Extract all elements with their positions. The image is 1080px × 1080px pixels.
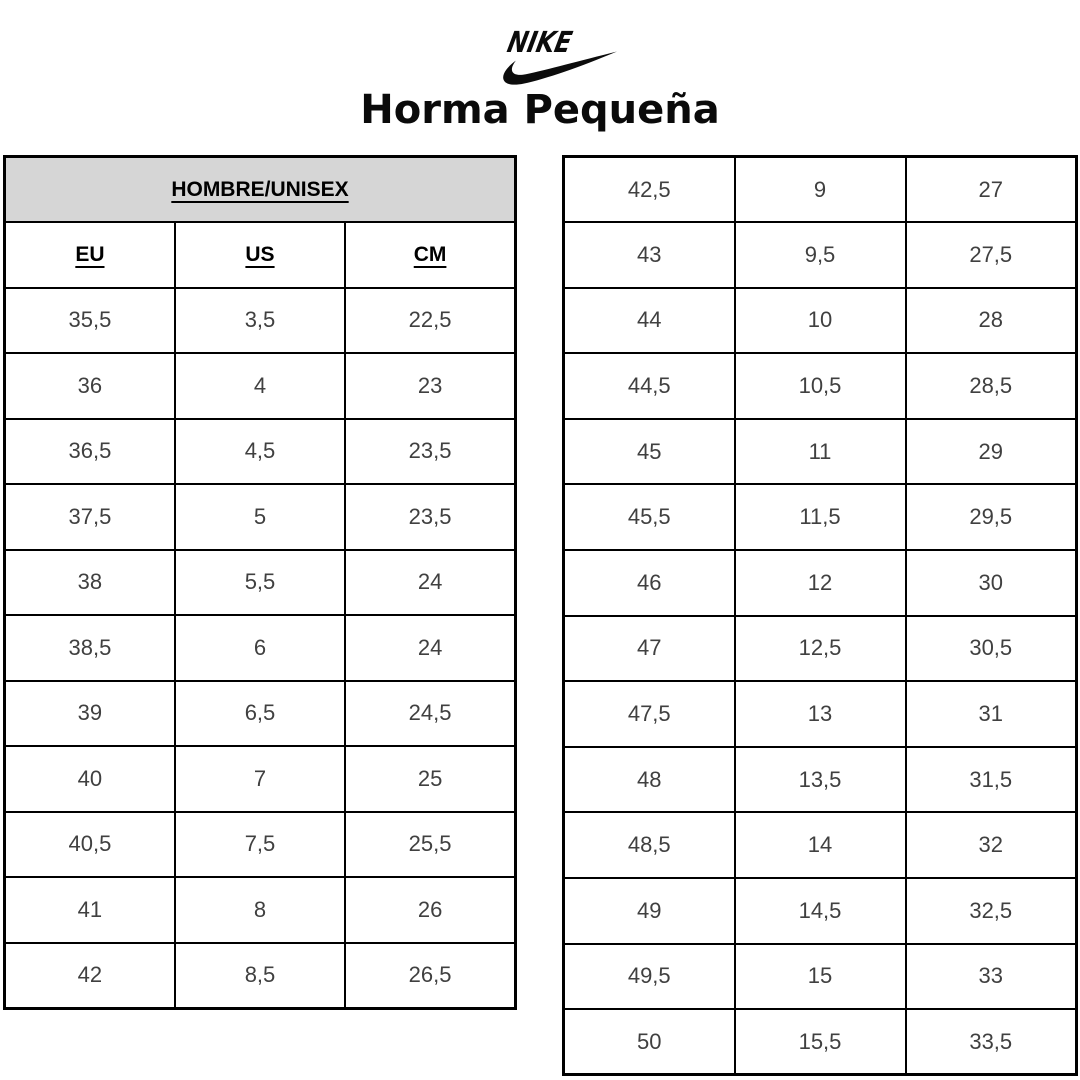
size-cell: 10,5 (735, 353, 906, 419)
table-row (5, 943, 516, 1009)
size-cell: 14,5 (735, 878, 906, 944)
column-header-cm-label: CM (413, 242, 447, 266)
table-row (5, 615, 516, 681)
size-cell: 5 (175, 484, 345, 550)
size-cell: 32,5 (906, 878, 1077, 944)
table-row (564, 550, 1077, 616)
size-cell: 25 (345, 746, 515, 812)
size-cell: 33 (906, 944, 1077, 1010)
size-cell: 5,5 (175, 550, 345, 616)
table-row (5, 746, 516, 812)
size-cell: 4,5 (175, 419, 345, 485)
size-cell: 7 (175, 746, 345, 812)
column-header-cm (345, 222, 515, 288)
table-row (564, 222, 1077, 288)
size-cell: 3,5 (175, 288, 345, 354)
size-cell: 30,5 (906, 616, 1077, 682)
size-cell: 50 (564, 1009, 735, 1075)
column-header-row (5, 222, 516, 288)
table-row (5, 812, 516, 878)
table-row (564, 616, 1077, 682)
size-cell: 10 (735, 288, 906, 354)
table-row (564, 747, 1077, 813)
size-cell: 36,5 (5, 419, 175, 485)
size-cell: 8 (175, 877, 345, 943)
size-cell: 15,5 (735, 1009, 906, 1075)
column-header-eu-label: EU (75, 242, 105, 266)
size-cell: 39 (5, 681, 175, 747)
size-cell: 26 (345, 877, 515, 943)
table-row (5, 288, 516, 354)
size-cell: 22,5 (345, 288, 515, 354)
size-cell: 26,5 (345, 943, 515, 1009)
table-row (5, 550, 516, 616)
size-cell: 30 (906, 550, 1077, 616)
size-cell: 49,5 (564, 944, 735, 1010)
size-cell: 44 (564, 288, 735, 354)
size-cell: 8,5 (175, 943, 345, 1009)
table-row (564, 878, 1077, 944)
size-cell: 24,5 (345, 681, 515, 747)
size-cell: 9 (735, 157, 906, 223)
size-cell: 6 (175, 615, 345, 681)
table-row (5, 353, 516, 419)
size-cell: 24 (345, 550, 515, 616)
size-cell: 45,5 (564, 484, 735, 550)
size-cell: 42,5 (564, 157, 735, 223)
size-cell: 40 (5, 746, 175, 812)
table-row (5, 484, 516, 550)
size-cell: 23,5 (345, 484, 515, 550)
size-cell: 15 (735, 944, 906, 1010)
size-cell: 9,5 (735, 222, 906, 288)
size-cell: 12 (735, 550, 906, 616)
size-cell: 49 (564, 878, 735, 944)
size-cell: 33,5 (906, 1009, 1077, 1075)
size-cell: 43 (564, 222, 735, 288)
size-cell: 11,5 (735, 484, 906, 550)
size-cell: 48,5 (564, 812, 735, 878)
table-row (564, 944, 1077, 1010)
size-cell: 41 (5, 877, 175, 943)
size-cell: 32 (906, 812, 1077, 878)
size-cell: 47,5 (564, 681, 735, 747)
size-cell: 31 (906, 681, 1077, 747)
size-cell: 29 (906, 419, 1077, 485)
page-title: Horma Pequeña (360, 87, 720, 133)
size-cell: 6,5 (175, 681, 345, 747)
column-header-eu (5, 222, 175, 288)
size-table-right-body (564, 157, 1077, 1075)
size-cell: 31,5 (906, 747, 1077, 813)
group-header-row (5, 157, 516, 223)
table-row (564, 419, 1077, 485)
size-cell: 42 (5, 943, 175, 1009)
size-cell: 36 (5, 353, 175, 419)
size-cell: 40,5 (5, 812, 175, 878)
size-cell: 28 (906, 288, 1077, 354)
table-row (564, 812, 1077, 878)
table-row (564, 353, 1077, 419)
size-cell: 47 (564, 616, 735, 682)
size-cell: 27,5 (906, 222, 1077, 288)
brand-logo (0, 25, 1080, 86)
table-row (5, 419, 516, 485)
size-cell: 4 (175, 353, 345, 419)
size-cell: 13 (735, 681, 906, 747)
size-table-hombre-unisex (3, 155, 517, 1010)
size-cell: 37,5 (5, 484, 175, 550)
table-row (5, 681, 516, 747)
table-row (564, 157, 1077, 223)
table-row (564, 1009, 1077, 1075)
group-header-cell (5, 157, 516, 223)
size-cell: 46 (564, 550, 735, 616)
column-header-us-label: US (245, 242, 275, 266)
size-cell: 27 (906, 157, 1077, 223)
size-cell: 44,5 (564, 353, 735, 419)
size-cell: 38 (5, 550, 175, 616)
nike-wordmark: NIKE (504, 25, 576, 59)
table-row (5, 877, 516, 943)
size-cell: 12,5 (735, 616, 906, 682)
size-cell: 45 (564, 419, 735, 485)
size-cell: 11 (735, 419, 906, 485)
table-row (564, 288, 1077, 354)
size-cell: 28,5 (906, 353, 1077, 419)
size-cell: 23,5 (345, 419, 515, 485)
size-cell: 35,5 (5, 288, 175, 354)
size-cell: 29,5 (906, 484, 1077, 550)
size-table-left-body (5, 288, 516, 1009)
table-row (564, 681, 1077, 747)
group-header-label: HOMBRE/UNISEX (171, 177, 349, 201)
size-cell: 25,5 (345, 812, 515, 878)
size-cell: 24 (345, 615, 515, 681)
size-cell: 13,5 (735, 747, 906, 813)
size-cell: 38,5 (5, 615, 175, 681)
size-cell: 7,5 (175, 812, 345, 878)
size-cell: 23 (345, 353, 515, 419)
size-table-continuation (562, 155, 1078, 1076)
table-row (564, 484, 1077, 550)
column-header-us (175, 222, 345, 288)
size-cell: 14 (735, 812, 906, 878)
size-cell: 48 (564, 747, 735, 813)
